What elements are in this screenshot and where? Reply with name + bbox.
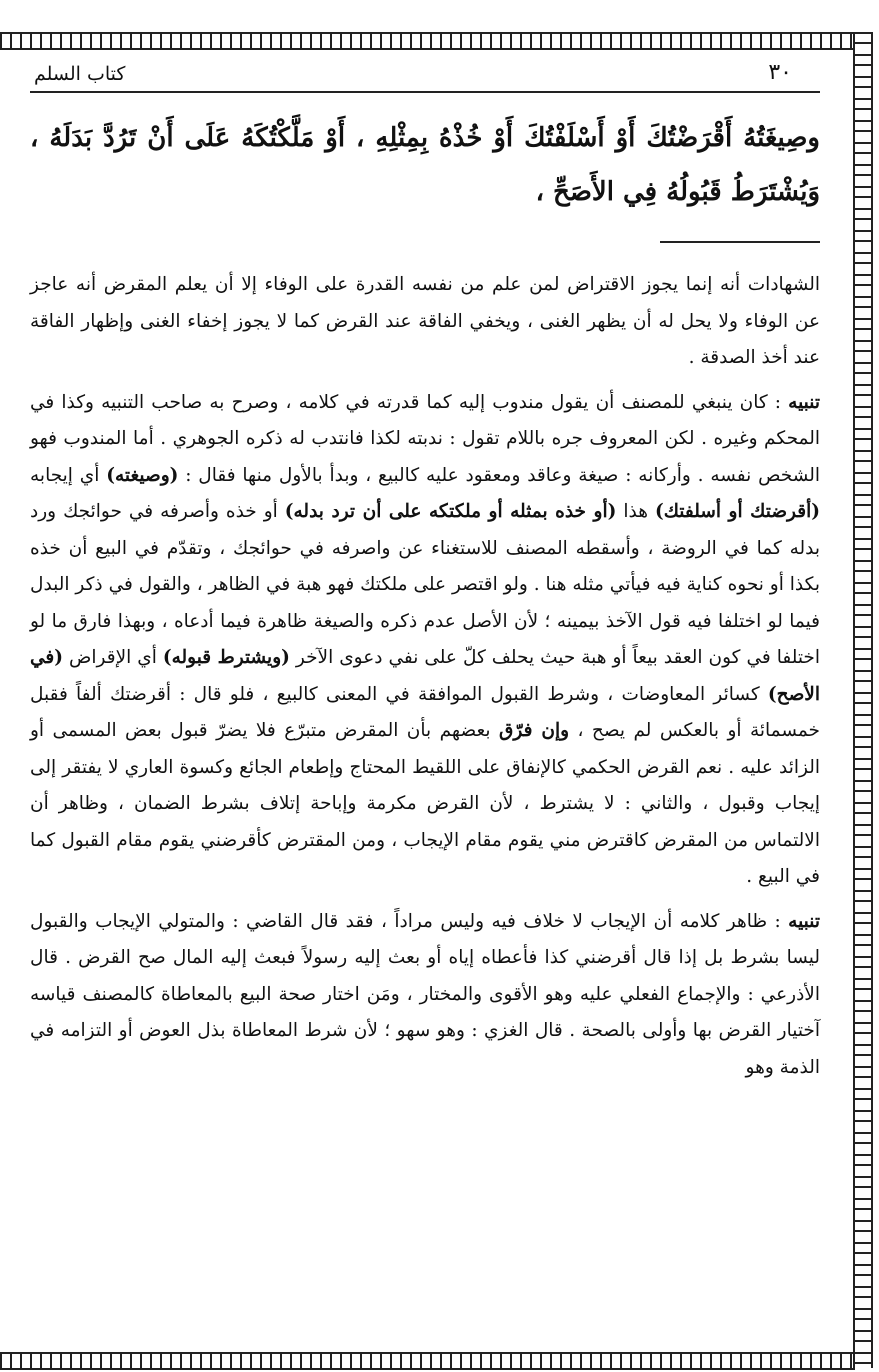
document-page [30,50,820,1094]
commentary-paragraph-1: الشهادات أنه إنما يجوز الاقتراض لمن علم من نفسه القدرة على الوفاء إلا أن يعلم المقرض أنه عاجز عن الوفاء ولا يحل له أن يظهر الغنى ، ويخفي الفاقة عند القرض كما لا يجوز إخفاء الغنى وإظهار الفاقة عند أخذ الصدقة . [30,274,820,368]
commentary [30,267,820,1086]
page-border-right [853,32,873,1368]
note-label: تنبيه [788,910,820,932]
note-label: تنبيه [788,391,820,413]
page-border-top [0,32,855,50]
running-header [30,54,820,93]
page-border-bottom [0,1352,855,1370]
separator-line [660,241,820,243]
commentary-paragraph-3: تنبيه : ظاهر كلامه أن الإيجاب لا خلاف فيه وليس مراداً ، فقد قال القاضي : والمتولي الإيجاب والقبول ليسا بشرط بل إذا قال أقرضني كذا فأعطاه إياه أو بعث إليه رسولاً فبعث إليه المال صح القرض . قال الأذرعي : والإجماع الفعلي عليه وهو الأقوى والمختار ، ومَن اختار صحة البيع بالمعاطاة كالمصنف قياسه آختيار القرض بها وأولى بالصحة . قال الغزي : وهو سهو ؛ لأن شرط المعاطاة بذل العوض أو التزامه في الذمة وهو [30,910,820,1078]
book-title: كتاب السلم [34,63,126,85]
page-number: ٣٠ [768,60,792,85]
commentary-paragraph-2: تنبيه : كان ينبغي للمصنف أن يقول مندوب إليه كما قدرته في كلامه ، وصرح به صاحب التنبيه وكذا في المحكم وغيره . لكن المعروف جره باللام تقول : ندبته لكذا فانتدب له ذكره الجوهري . أما المندوب فهو الشخص نفسه . وأركانه : صيغة وعاقد ومعقود عليه كالبيع ، وبدأ بالأول منها فقال : (وصيغته) أي إيجابه (أقرضتك أو أسلفتك) هذا (أو خذه بمثله أو ملكتكه على أن ترد بدله) أو خذه وأصرفه في حوائجك ورد بدله كما في الروضة ، وأسقطه المصنف للاستغناء عن واصرفه في حوائجك ، وتقدّم في البيع أن خذه بكذا أو نحوه كناية فيه فيأتي مثله هنا . ولو اقتصر على ملكتك فهو هبة في الظاهر ، والقول في ذكر البدل فيما لو اختلفا فيه قول الآخذ بيمينه ؛ لأن الأصل عدم ذكره والصيغة ظاهرة فيما أدعاه ، وبهذا فارق ما لو اختلفا في كون العقد بيعاً أو هبة حيث يحلف كلّ على نفي دعوى الآخر (ويشترط قبوله) أي الإقراض (في الأصح) كسائر المعاوضات ، وشرط القبول الموافقة في المعنى كالبيع ، فلو قال : أقرضتك ألفاً فقبل خمسمائة أو بالعكس لم يصح ، وإن فرّق بعضهم بأن المقرض متبرّع فلا يضرّ قبول بعض المسمى أو الزائد عليه . نعم القرض الحكمي كالإنفاق على اللقيط المحتاج وإطعام الجائع وكسوة العاري لا يفتقر إلى إيجاب وقبول ، والثاني : لا يشترط ، لأن القرض مكرمة وإباحة إتلاف بشرط الضمان ، وظاهر أن الالتماس من المقرض كاقترض مني يقوم مقام الإيجاب ، ومن المقترض كأقرضني يقوم مقام القبول كما في البيع . [30,391,820,887]
main-text: وصِيغَتُهُ أَقْرَضْتُكَ أَوْ أَسْلَفْتُكَ أَوْ خُذْهُ بِمِثْلِهِ ، أَوْ مَلَّكْتُكَهُ عَلَى أَنْ تَرُدَّ بَدَلَهُ ، وَيُشْتَرَطُ قَبُولُهُ فِي الأَصَحِّ ، [30,123,820,207]
